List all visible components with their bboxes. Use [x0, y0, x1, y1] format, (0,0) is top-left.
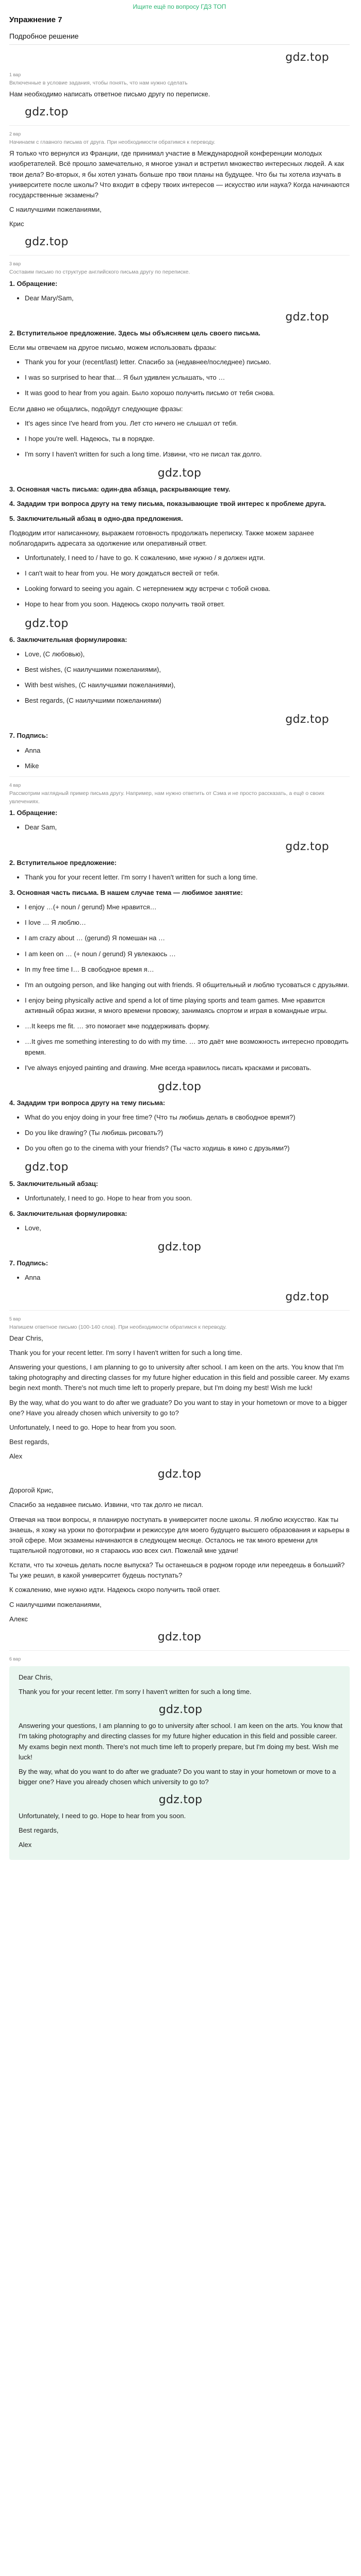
- example-list: [9, 649, 350, 706]
- list-item: • Anna: [25, 1273, 350, 1283]
- intro-text: Нам необходимо написать ответное письмо другу по переписке.: [9, 90, 210, 98]
- watermark: gdz.top: [285, 310, 329, 324]
- watermark: gdz.top: [158, 1793, 203, 1807]
- translation-paragraph: Отвечая на твои вопросы, я планирую поступать в университет после школы. Я люблю искусство. Как ты знаешь, я хожу на уроки по фотографии и режиссуре для моего будущего высшего образования и карьеры в этой сфере. Мои экзамены начинаются в следующем месяце. Осталось не так много времени для тщательной подготовки, но я стараюсь изо всех сил. Пожелай мне удачи!: [9, 1515, 350, 1554]
- page-title: Упражнение 7: [9, 15, 62, 24]
- list-item: • Unfortunately, I need to go. Hope to hear from you soon.: [25, 1193, 350, 1204]
- list-item: • I am crazy about … (gerund) Я помешан на …: [25, 933, 350, 943]
- list-item: • Love, (С любовью),: [25, 649, 350, 659]
- letter-paragraph: Best regards,: [19, 1826, 59, 1835]
- variant-meta: Напишем ответное письмо (100-140 слов). При необходимости обратимся к переводу.: [9, 1324, 227, 1330]
- example-list: [9, 822, 350, 833]
- variant-meta: Составим письмо по структуре английского письма другу по переписке.: [9, 269, 190, 276]
- watermark: gdz.top: [158, 1703, 203, 1717]
- variant-meta: Рассмотрим наглядный пример письма другу. Например, нам нужно ответить от Сэма и не просто рассказать, а ещё о своих увлечениях.: [9, 790, 324, 805]
- watermark: gdz.top: [25, 105, 69, 118]
- solution-header: [9, 31, 350, 45]
- letter-paragraph: Thank you for your recent letter. I'm sorry I haven't written for such a long time.: [19, 1688, 252, 1696]
- variant-meta: Начинаем с главного письма от друга. При необходимости обратимся к переводу.: [9, 139, 216, 145]
- example-list: [9, 293, 350, 303]
- divider: [9, 255, 350, 256]
- variant-tag: 1 вар: [9, 72, 21, 77]
- list-item: • I love … Я люблю…: [25, 918, 350, 928]
- list-item: • I hope you're well. Надеюсь, ты в порядке.: [25, 434, 350, 444]
- list-item: • Unfortunately, I need to / have to go. К сожалению, мне нужно / я должен идти.: [25, 553, 350, 563]
- watermark: gdz.top: [157, 1468, 202, 1481]
- list-item: • …It keeps me fit. … это помогает мне поддерживать форму.: [25, 1021, 350, 1031]
- example-list: [9, 418, 350, 460]
- list-item: • Thank you for your (recent/last) letter. Спасибо за (недавнее/последнее) письмо.: [25, 357, 350, 367]
- watermark: gdz.top: [285, 840, 329, 853]
- divider: [9, 1310, 350, 1311]
- divider: [9, 776, 350, 777]
- solution-heading: Подробное решение: [9, 31, 79, 40]
- step-heading: 2. Вступительное предложение. Здесь мы объясняем цель своего письма.: [9, 329, 260, 337]
- step-heading: 7. Подпись:: [9, 1259, 48, 1267]
- watermark: gdz.top: [285, 1290, 329, 1303]
- step-heading: 2. Вступительное предложение:: [9, 858, 117, 867]
- list-item: • Best wishes, (С наилучшими пожеланиями),: [25, 665, 350, 675]
- watermark: gdz.top: [157, 1241, 202, 1254]
- letter-paragraph: Unfortunately, I need to go. Hope to hear from you soon.: [19, 1812, 186, 1820]
- list-item: • I enjoy being physically active and spend a lot of time playing sports and team games. Мне нравится активный образ жизни, я много времени провожу, занимаясь спортом и играя в командные игры.: [25, 995, 350, 1016]
- list-item: • Anna: [25, 745, 350, 756]
- step-heading: 5. Заключительный абзац в одно-два предложения.: [9, 514, 183, 522]
- letter-paragraph: Answering your questions, I am planning to go to university after school. I am keen on the arts. You know that I'm taking photography and directing classes for my future higher education in this field and possible career. My exams begin next month. There's not much time left to properly prepare, but I'm doing my best! Wish me luck!: [9, 1363, 350, 1392]
- example-list: [9, 1193, 350, 1204]
- watermark: gdz.top: [25, 235, 69, 249]
- list-item: • I can't wait to hear from you. Не могу дождаться вестей от тебя.: [25, 568, 350, 579]
- step-heading: 7. Подпись:: [9, 732, 48, 740]
- variant-tag: 6 вар: [9, 1656, 21, 1662]
- letter-paragraph: Alex: [19, 1841, 32, 1849]
- example-list: [9, 1223, 350, 1233]
- example-list: [9, 1273, 350, 1283]
- translation-paragraph: К сожалению, мне нужно идти. Надеюсь скоро получить твой ответ.: [9, 1586, 221, 1594]
- letter-paragraph: Thank you for your recent letter. I'm sorry I haven't written for such a long time.: [9, 1348, 242, 1357]
- list-item: • Thank you for your recent letter. I'm sorry I haven't written for such a long time.: [25, 872, 350, 883]
- translation-paragraph: Спасибо за недавнее письмо. Извини, что так долго не писал.: [9, 1501, 204, 1509]
- step-heading: 6. Заключительная формулировка:: [9, 1209, 127, 1217]
- variant-3: [9, 261, 350, 771]
- example-list: [9, 745, 350, 771]
- top-search-link[interactable]: Ищите ещё по вопросу ГДЗ ТОП: [133, 3, 226, 10]
- letter-signature: Крис: [9, 220, 24, 228]
- step-text: Если давно не общались, подойдут следующие фразы:: [9, 404, 183, 413]
- list-item: • It was good to hear from you again. Было хорошо получить письмо от тебя снова.: [25, 388, 350, 398]
- letter-paragraph: Dear Chris,: [9, 1334, 43, 1342]
- variant-4: [9, 782, 350, 1306]
- letter-paragraph: Unfortunately, I need to go. Hope to hear from you soon.: [9, 1423, 177, 1431]
- divider: [9, 125, 350, 126]
- example-list: [9, 902, 350, 1073]
- list-item: • I'm an outgoing person, and like hanging out with friends. Я общительный и люблю тусоваться с друзьями.: [25, 980, 350, 990]
- list-item: • Dear Mary/Sam,: [25, 293, 350, 303]
- list-item: • Love,: [25, 1223, 350, 1233]
- example-list: [9, 357, 350, 398]
- watermark: gdz.top: [285, 713, 329, 726]
- list-item: • I am keen on … (+ noun / gerund) Я увлекаюсь …: [25, 949, 350, 959]
- letter-paragraph: By the way, what do you want to do after we graduate? Do you want to stay in your hometown or move to a bigger one? Have you already chosen which university to go to?: [19, 1767, 336, 1786]
- translation-paragraph: Дорогой Крис,: [9, 1486, 54, 1495]
- translation-paragraph: Алекс: [9, 1615, 28, 1623]
- variant-1: [9, 72, 350, 121]
- letter-paragraph: Best regards,: [9, 1437, 50, 1446]
- list-item: • With best wishes, (С наилучшими пожеланиями),: [25, 680, 350, 690]
- step-heading: 1. Обращение:: [9, 279, 58, 287]
- translation-paragraph: Кстати, что ты хочешь делать после выпуска? Ты останешься в родном городе или переедешь в больший? Ты уже решил, в какой университет будешь поступать?: [9, 1561, 345, 1580]
- list-item: • …It gives me something interesting to do with my time. … это даёт мне возможность интересно проводить время.: [25, 1037, 350, 1057]
- list-item: • I was so surprised to hear that… Я был удивлен услышать, что …: [25, 372, 350, 383]
- letter-paragraph: Alex: [9, 1452, 23, 1461]
- list-item: • Looking forward to seeing you again. С нетерпением жду встречи с тобой снова.: [25, 584, 350, 594]
- variant-6: [9, 1656, 350, 1860]
- watermark: gdz.top: [157, 1630, 202, 1643]
- letter-paragraph: By the way, what do you want to do after we graduate? Do you want to stay in your hometown or move to a bigger one? Have you already chosen which university to go to?: [9, 1398, 348, 1417]
- list-item: • I'm sorry I haven't written for such a long time. Извини, что не писал так долго.: [25, 449, 350, 460]
- step-text: Если мы отвечаем на другое письмо, можем использовать фразы:: [9, 344, 217, 352]
- step-text: Подводим итог написанному, выражаем готовность продолжать переписку. Также можем заранее поблагодарить адресата за одолжение или оперативный ответ.: [9, 529, 314, 547]
- watermark: gdz.top: [285, 50, 329, 64]
- list-item: • What do you enjoy doing in your free time? (Что ты любишь делать в свободное время?): [25, 1112, 350, 1123]
- example-list: [9, 1112, 350, 1154]
- example-list: [9, 553, 350, 610]
- list-item: • Best regards, (С наилучшими пожеланиями): [25, 696, 350, 706]
- list-item: • I've always enjoyed painting and drawing. Мне всегда нравилось писать красками и рисовать.: [25, 1063, 350, 1073]
- divider: [9, 1650, 350, 1651]
- list-item: • Hope to hear from you soon. Надеюсь скоро получить твой ответ.: [25, 599, 350, 609]
- variant-5: [9, 1316, 350, 1646]
- final-letter-box: [9, 1666, 350, 1860]
- step-heading: 5. Заключительный абзац:: [9, 1179, 99, 1188]
- variant-tag: 4 вар: [9, 782, 21, 788]
- watermark: gdz.top: [157, 467, 202, 480]
- list-item: • I enjoy …(+ noun / gerund) Мне нравится…: [25, 902, 350, 912]
- example-list: [9, 872, 350, 883]
- list-item: • Mike: [25, 761, 350, 771]
- watermark: gdz.top: [25, 1161, 69, 1174]
- variant-tag: 3 вар: [9, 261, 21, 267]
- variant-meta: Включенные в условие задания, чтобы понять, что нам нужно сделать: [9, 79, 188, 86]
- letter-paragraph: Dear Chris,: [19, 1673, 53, 1681]
- step-heading: 1. Обращение:: [9, 809, 58, 817]
- list-item: • In my free time I… В свободное время я…: [25, 964, 350, 975]
- step-heading: 3. Основная часть письма. В нашем случае тема — любимое занятие:: [9, 888, 243, 896]
- list-item: • It's ages since I've heard from you. Лет сто ничего не слышал от тебя.: [25, 418, 350, 429]
- step-heading: 4. Зададим три вопроса другу на тему письма, показывающие твой интерес к проблеме друга.: [9, 500, 326, 508]
- letter-paragraph: Answering your questions, I am planning to go to university after school. I am keen on the arts. You know that I'm taking photography and directing classes for my future higher education in this field and possible career. My exams begin next month. There's not much time left to properly prepare, but I'm doing my best. Wish me luck!: [19, 1722, 342, 1761]
- watermark: gdz.top: [157, 1080, 202, 1093]
- step-heading: 3. Основная часть письма: один-два абзаца, раскрывающие тему.: [9, 485, 231, 494]
- letter-closing: С наилучшими пожеланиями,: [9, 205, 102, 213]
- variant-tag: 2 вар: [9, 131, 21, 137]
- list-item: • Dear Sam,: [25, 822, 350, 833]
- list-item: • Do you like drawing? (Ты любишь рисовать?): [25, 1128, 350, 1138]
- friend-letter-translation: Я только что вернулся из Франции, где принимал участие в Международной конференции молодых изобретателей. Всё прошло замечательно, я многое узнал и встретил множество интересных людей. А как твои дела? Во-вторых, я бы хотел узнать больше про твои планы на будущее. Что бы ты хотела изучать в университете после школы? Что входит в сферу твоих интересов — искусство или наука? Когда начинаются государственные экзамены?: [9, 149, 350, 199]
- translation-paragraph: С наилучшими пожеланиями,: [9, 1600, 102, 1608]
- variant-2: [9, 131, 350, 251]
- list-item: • Do you often go to the cinema with your friends? (Ты часто ходишь в кино с друзьями?): [25, 1143, 350, 1154]
- step-heading: 6. Заключительная формулировка:: [9, 635, 127, 643]
- step-heading: 4. Зададим три вопроса другу на тему письма:: [9, 1098, 166, 1107]
- watermark: gdz.top: [25, 617, 69, 630]
- variant-tag: 5 вар: [9, 1316, 21, 1321]
